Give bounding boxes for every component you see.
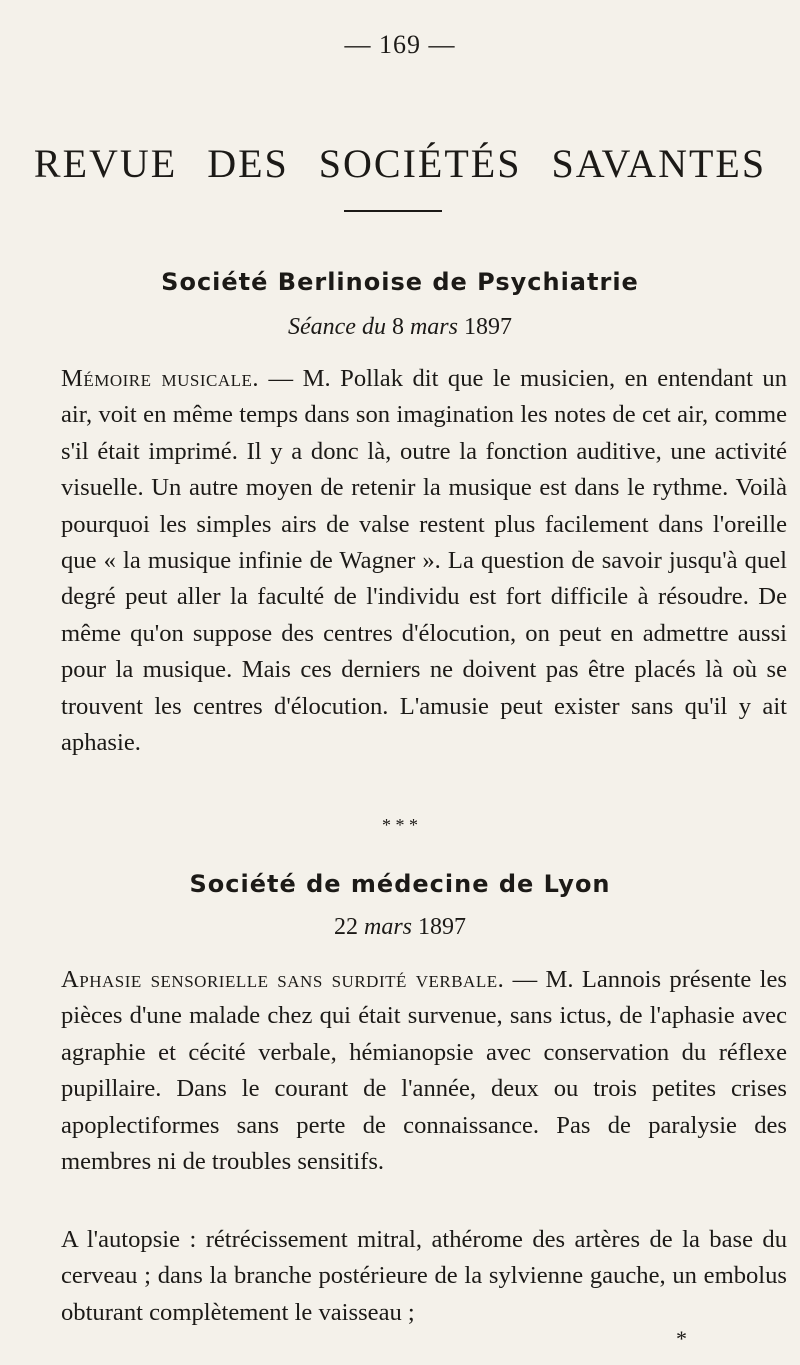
title-divider xyxy=(344,210,442,212)
section-separator: * * * xyxy=(382,815,418,835)
session-month: mars xyxy=(363,914,412,940)
paragraph-autopsie: A l'autopsie : rétrécissement mitral, athérome des artères de la base du cerveau ; dans la branche postérieure de la sylvienne gauche, un embolus obturant complètement le vaisseau ; xyxy=(61,1226,787,1326)
article-heading: Mémoire musicale. xyxy=(61,365,260,392)
session-month: mars xyxy=(409,314,458,340)
session-prefix: Séance du xyxy=(288,314,386,340)
paragraph-memoire-musicale xyxy=(36,361,787,761)
session-day: 22 xyxy=(333,914,358,940)
session-year: 1897 xyxy=(463,314,512,340)
paragraph-aphasie-sensorielle xyxy=(36,962,787,1180)
society-heading-berlin: Société Berlinoise de Psychiatrie xyxy=(161,268,639,296)
article-text: — M. Pollak dit que le musicien, en entendant un air, voit en même temps dans son imagination les notes de cet air, comme s'il était imprimé. Il y a donc là, outre la fonction auditive, une activité visuelle. Un autre moyen de retenir la musique est dans le rythme. Voilà pourquoi les simples airs de valse restent plus facilement dans l'oreille que « la musique infinie de Wagner ». La question de savoir jusqu'à quel degré peut aller la faculté de l'individu est fort difficile à résoudre. De même qu'on suppose des centres d'élocution, on peut en admettre aussi pour la musique. Mais ces derniers ne doivent pas être placés là où se trouvent les centres d'élocution. L'amusie peut exister sans qu'il y ait aphasie. xyxy=(61,365,787,757)
page-number: — 169 — xyxy=(344,30,456,59)
article-heading: Aphasie sensorielle sans surdité verbale. xyxy=(61,966,505,993)
footer-mark: * xyxy=(676,1326,687,1351)
society-heading-lyon: Société de médecine de Lyon xyxy=(189,870,611,898)
session-day: 8 xyxy=(391,314,404,340)
page-title: REVUE DES SOCIÉTÉS SAVANTES xyxy=(33,141,767,186)
article-text: — M. Lannois présente les pièces d'une malade chez qui était survenue, sans ictus, de l'aphasie avec agraphie et cécité verbale, hémianopsie avec conservation du réflexe pupillaire. Dans le courant de l'année, deux ou trois petites crises apoplectiformes sans perte de connaissance. Pas de paralysie des membres ni de troubles sensitifs. xyxy=(61,966,787,1176)
session-date-berlin xyxy=(0,314,800,341)
session-date-lyon xyxy=(0,914,800,941)
session-year: 1897 xyxy=(418,914,466,940)
